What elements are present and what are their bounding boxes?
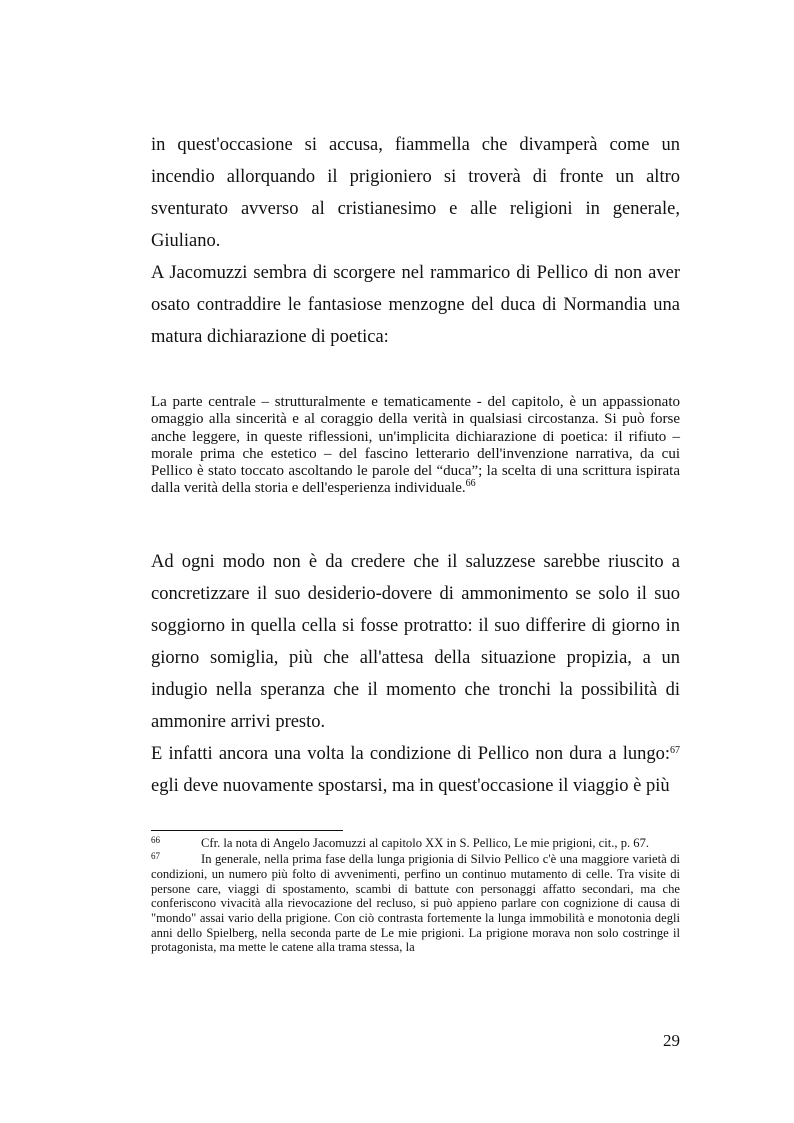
block-quote [151,394,680,498]
body-text-top [151,129,680,353]
body-text-middle [151,546,680,802]
paragraph-continuation: in quest'occasione si accusa, fiammella che divamperà come un incendio allorquando il prigioniero si troverà di fronte un altro sventurato avverso al cristianesimo e alle religioni in generale, Giuliano. [151,135,680,251]
paragraph-viaggio-end: egli deve nuovamente spostarsi, ma in quest'occasione il viaggio è più [151,776,670,796]
footnote-67 [151,852,680,955]
footnote-text: Cfr. la nota di Angelo Jacomuzzi al capitolo XX in S. Pellico, Le mie prigioni, cit., p. 67. [201,836,650,850]
paragraph-viaggio [151,738,680,802]
footnote-separator [151,830,343,831]
footnote-number: 66 [151,835,160,845]
page-number: 29 [663,1031,680,1050]
footnotes [151,836,680,955]
paragraph-jacomuzzi: A Jacomuzzi sembra di scorgere nel rammarico di Pellico di non aver osato contraddire le fantasiose menzogne del duca di Normandia una matura dichiarazione di poetica: [151,263,680,347]
quote-text: La parte centrale – strutturalmente e tematicamente - del capitolo, è un appassionato omaggio alla sincerità e al coraggio della verità in qualsiasi circostanza. Si può forse anche leggere, in queste riflessioni, un'implicita dichiarazione di poetica: il rifiuto – morale prima che estetico – del fascino letterario dell'invenzione narrativa, da cui Pellico è stato toccato ascoltando le parole del “duca”; la scelta di una scrittura ispirata dalla verità della storia e dell'esperienza individuale. [151,394,680,497]
footnote-text: In generale, nella prima fase della lunga prigionia di Silvio Pellico c'è una maggiore varietà di condizioni, un numero più folto di avvenimenti, perfino un continuo mutamento di celle. Tra visite di persone care, viaggi di spostamento, scambi di battute con personaggi affatto secondari, ma che conferiscono vivacità alla rievocazione del recluso, si può appieno parlare con cognizione di causa di "mondo" assai vario della prigione. Con ciò contrasta fortemente la lunga immobilità e monotonia degli anni dello Spielberg, nella seconda parte de Le mie prigioni. La prigione morava non solo costringe il protagonista, ma mette le catene alla trama stessa, la [151,851,680,955]
footnote-ref-67[interactable]: 67 [670,745,680,756]
footnote-number: 67 [151,850,160,861]
footnote-66 [151,836,680,852]
footnote-ref-66[interactable]: 66 [465,478,476,490]
paragraph-saluzzese: Ad ogni modo non è da credere che il saluzzese sarebbe riuscito a concretizzare il suo desiderio-dovere di ammonimento se solo il suo soggiorno in quella cella si fosse protratto: il suo differire di giorno in giorno somiglia, più che all'attesa della situazione propizia, a un indugio nella speranza che il momento che tronchi la possibilità di ammonire arrivi presto. [151,552,680,732]
paragraph-viaggio-start: E infatti ancora una volta la condizione di Pellico non dura a lungo: [151,744,670,764]
